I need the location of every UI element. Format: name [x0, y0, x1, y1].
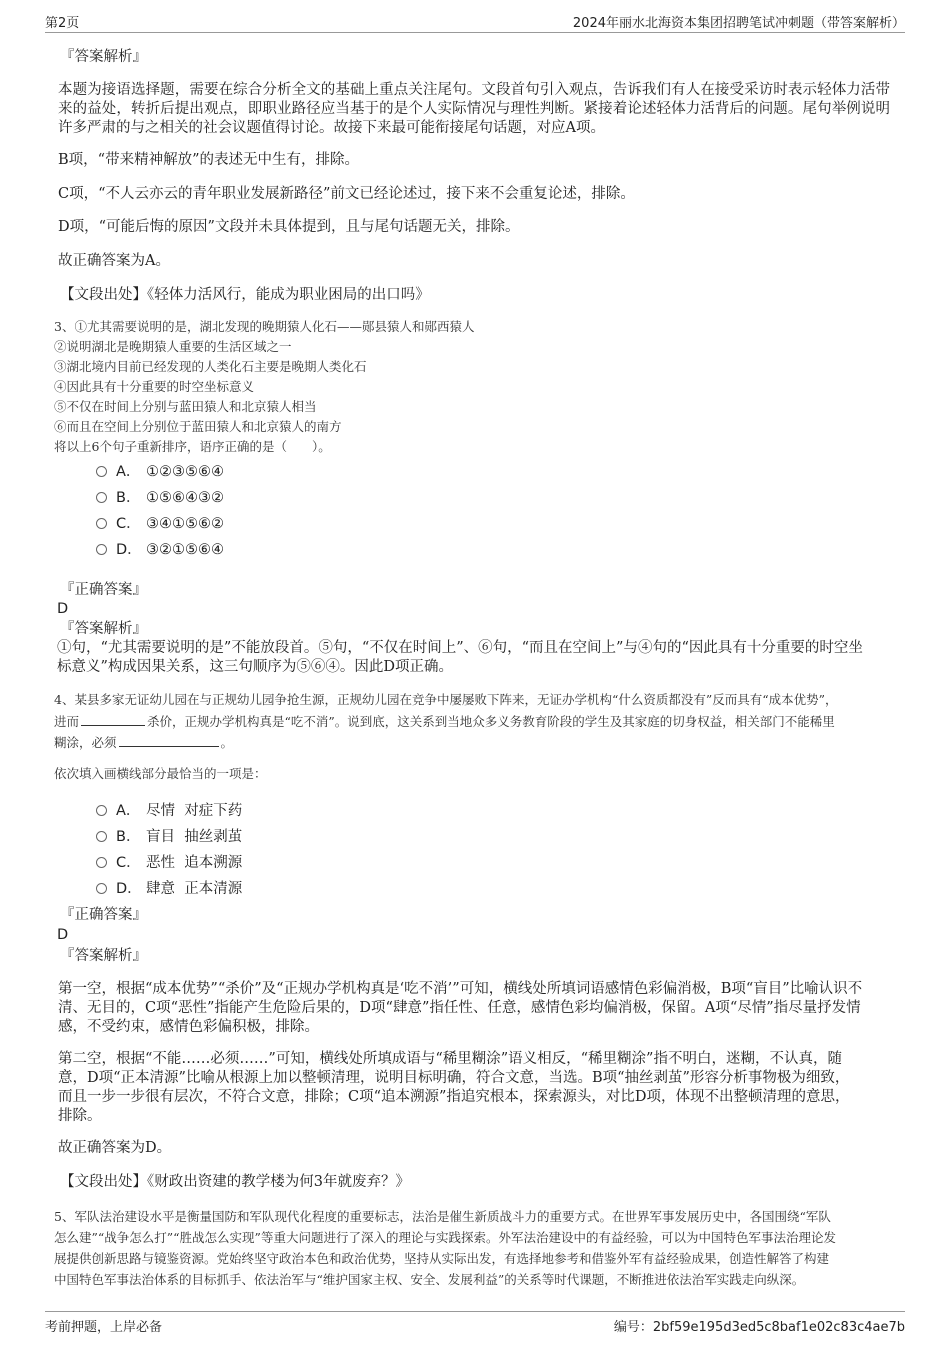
q4-analysis-para-2-line-3: 而且一步一步很有层次，不符合文意，排除；C项“追本溯源”指追究根本，探索源头，对比D项，体现不出整顿清理的意思， — [58, 1089, 850, 1105]
q2-option-b-explanation: B项，“带来精神解放”的表述无中生有，排除。 — [58, 152, 359, 168]
q4-analysis-para-2-line-4: 排除。 — [58, 1108, 102, 1124]
document-title: 2024年丽水北海资本集团招聘笔试冲刺题（带答案解析） — [572, 16, 905, 31]
q5-line-4: 中国特色军事法治体系的目标抓手、依法治军与“维护国家主权、安全、发展利益”的关系等时代课题，不断推进依法治军实践走向纵深。 — [54, 1272, 805, 1287]
q5-line-1: 5、军队法治建设水平是衡量国防和军队现代化程度的重要标志，法治是催生新质战斗力的重要方式。在世界军事发展历史中，各国围绕“军队 — [54, 1209, 831, 1224]
q3-line-3: ③湖北境内目前已经发现的人类化石主要是晚期人类化石 — [54, 359, 367, 374]
footer-slogan: 考前押题，上岸必备 — [45, 1320, 163, 1335]
radio-icon[interactable] — [96, 883, 107, 894]
q4-stem-line-2: 进而 杀价，正规办学机构真是“吃不消”。说到底，这关系到当地众多义务教育阶段的学生及其家庭的切身权益，相关部门不能稀里 — [54, 711, 835, 732]
radio-icon[interactable] — [96, 805, 107, 816]
q3-option-c[interactable]: C． ③④①⑤⑥② — [96, 514, 224, 534]
q3-prompt: 将以上6个句子重新排序，语序正确的是（ ）。 — [54, 439, 331, 454]
q4-source: 【文段出处】《财政出资建的教学楼为何3年就废弃？》 — [60, 1174, 410, 1190]
q3-analysis-line-2: 标意义”构成因果关系，这三句顺序为⑤⑥④。因此D项正确。 — [57, 659, 454, 675]
q3-answer-heading: 『正确答案』 — [60, 582, 147, 598]
q3-line-5: ⑤不仅在时间上分别与蓝田猿人和北京猿人相当 — [54, 399, 317, 414]
q3-line-1: 3、①尤其需要说明的是，湖北发现的晚期猿人化石——郧县猿人和郧西猿人 — [54, 319, 475, 334]
q2-option-c-explanation: C项，“不人云亦云的青年职业发展新路径”前文已经论述过，接下来不会重复论述，排除。 — [58, 186, 635, 202]
q4-stem-line-3: 糊涂，必须 。 — [54, 732, 233, 753]
q4-analysis-para-2-line-1: 第二空，根据“不能……必须……”可知，横线处所填成语与“稀里糊涂”语义相反，“稀里糊涂”指不明白，迷糊，不认真，随 — [58, 1051, 842, 1067]
radio-icon[interactable] — [96, 518, 107, 529]
q4-blank-1 — [81, 711, 145, 726]
radio-icon[interactable] — [96, 492, 107, 503]
q5-line-2: 怎么建”“战争怎么打”“胜战怎么实现”等重大问题进行了深入的理论与实践探索。外军法治建设中的有益经验，可以为中国特色军事法治理论发 — [54, 1230, 836, 1245]
q3-line-6: ⑥而且在空间上分别位于蓝田猿人和北京猿人的南方 — [54, 419, 342, 434]
q3-analysis-line-1: ①句，“尤其需要说明的是”不能放段首。⑤句，“不仅在时间上”、⑥句，“而且在空间上”与④句的“因此具有十分重要的时空坐 — [57, 640, 863, 656]
q3-line-4: ④因此具有十分重要的时空坐标意义 — [54, 379, 255, 394]
q4-analysis-heading: 『答案解析』 — [60, 948, 147, 964]
page-number: 第2页 — [45, 16, 80, 31]
q2-analysis-heading: 『答案解析』 — [60, 49, 147, 65]
q4-option-b[interactable]: B． 盲目 抽丝剥茧 — [96, 827, 242, 847]
q4-answer-heading: 『正确答案』 — [60, 907, 147, 923]
q2-source: 【文段出处】《轻体力活风行，能成为职业困局的出口吗》 — [60, 287, 430, 303]
q3-line-2: ②说明湖北是晚期猿人重要的生活区域之一 — [54, 339, 292, 354]
q4-analysis-para-1-line-3: 感，不受约束，感情色彩偏积极，排除。 — [58, 1019, 319, 1035]
radio-icon[interactable] — [96, 857, 107, 868]
q4-analysis-para-2-line-2: 意，D项“正本清源”比喻从根源上加以整顿清理，说明目标明确，符合文意，当选。B项“抽丝剥茧”形容分析事物极为细致， — [58, 1070, 850, 1086]
radio-icon[interactable] — [96, 466, 107, 477]
q4-option-d[interactable]: D． 肆意 正本清源 — [96, 879, 242, 899]
q4-blank-2 — [119, 732, 219, 747]
q4-analysis-para-1-line-2: 清、无目的，C项“恶性”指能产生危险后果的，D项“肆意”指任性、任意，感情色彩均偏消极，保留。A项“尽情”指尽量抒发情 — [58, 1000, 861, 1016]
radio-icon[interactable] — [96, 544, 107, 555]
q4-option-a[interactable]: A． 尽情 对症下药 — [96, 801, 242, 821]
footer-code: 编号：2bf59e195d3ed5c8baf1e02c83c4ae7b — [613, 1320, 905, 1335]
q3-option-d[interactable]: D． ③②①⑤⑥④ — [96, 540, 224, 560]
q4-conclusion: 故正确答案为D。 — [58, 1140, 172, 1156]
q2-option-d-explanation: D项，“可能后悔的原因”文段并未具体提到，且与尾句话题无关，排除。 — [58, 219, 520, 235]
q3-option-a[interactable]: A． ①②③⑤⑥④ — [96, 462, 224, 482]
q3-answer: D — [57, 601, 69, 617]
q2-analysis-paragraph: 本题为接语选择题，需要在综合分析全文的基础上重点关注尾句。文段首句引入观点，告诉我们有人在接受采访时表示轻体力活带来的益处，转折后提出观点，即职业路径应当基于的是个人实际情况与理性判断。紧接着论述轻体力活背后的问题。尾句举例说明许多严肃的与之相关的社会议题值得讨论。故接下来最可能衔接尾句话题，对应A项。 — [58, 82, 890, 136]
radio-icon[interactable] — [96, 831, 107, 842]
q2-conclusion: 故正确答案为A。 — [58, 253, 170, 269]
q3-analysis-heading: 『答案解析』 — [60, 621, 147, 637]
q4-prompt: 依次填入画横线部分最恰当的一项是： — [54, 766, 267, 781]
q4-analysis-para-1-line-1: 第一空，根据“成本优势”“杀价”及“正规办学机构真是‘吃不消’”可知，横线处所填词语感情色彩偏消极，B项“盲目”比喻认识不 — [58, 981, 863, 997]
q4-option-c[interactable]: C． 恶性 追本溯源 — [96, 853, 242, 873]
q4-stem-line-1: 4、某县多家无证幼儿园在与正规幼儿园争抢生源，正规幼儿园在竞争中屡屡败下阵来，无证办学机构“什么资质都没有”反而具有“成本优势”， — [54, 692, 838, 707]
q3-option-b[interactable]: B． ①⑤⑥④③② — [96, 488, 224, 508]
page-footer — [45, 1311, 905, 1336]
q4-answer: D — [57, 927, 69, 943]
q5-line-3: 展提供创新思路与镜鉴资源。党始终坚守政治本色和政治优势，坚持从实际出发，有选择地参考和借鉴外军有益经验成果，创造性解答了构建 — [54, 1251, 830, 1266]
page-header — [45, 12, 905, 33]
